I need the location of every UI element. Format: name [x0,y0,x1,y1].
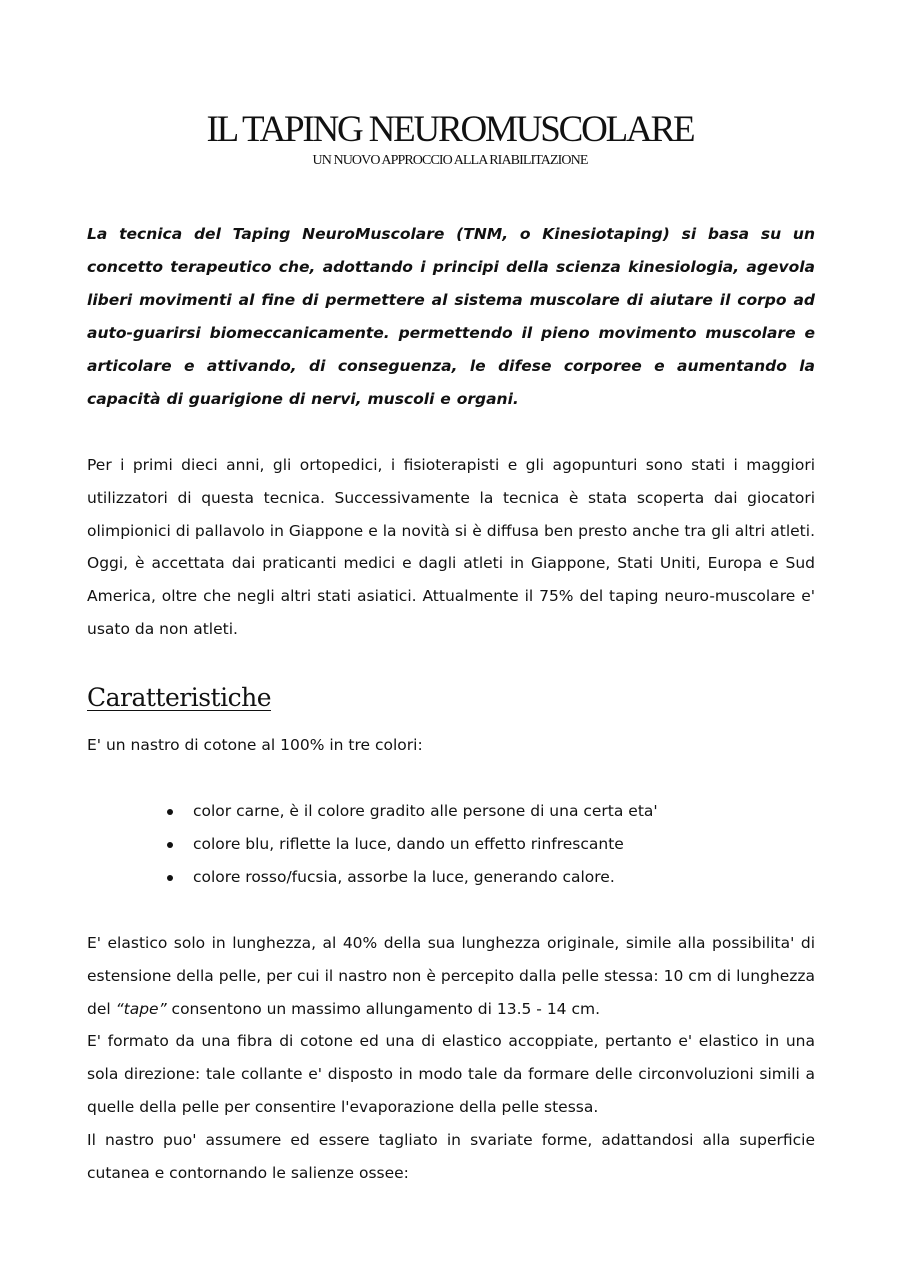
elastic-paragraph [87,927,815,1025]
list-item-text: colore rosso/fucsia, assorbe la luce, generando calore. [193,868,615,886]
bullet-icon [167,809,173,815]
intro-paragraph: La tecnica del Taping NeuroMuscolare (TNM, o Kinesiotaping) si basa su un concetto terapeutico che, adottando i principi della scienza kinesiologia, agevola liberi movimenti al fine di permettere al sistema muscolare di aiutare il corpo ad auto-guarirsi biomeccanicamente. permettendo il pieno movimento muscolare e articolare e attivando, di conseguenza, le difese corporee e aumentando la capacità di guarigione di nervi, muscoli e organi. [87,225,815,408]
elastic-text-part2: consentono un massimo allungamento di 13.5 - 14 cm. [166,999,601,1018]
tape-word: “tape” [115,999,167,1018]
history-paragraph: Per i primi dieci anni, gli ortopedici, i fisioterapisti e gli agopunturi sono stati i maggiori utilizzatori di questa tecnica. Successivamente la tecnica è stata scoperta dai giocatori olimpionici di pallavolo in Giappone e la novità si è diffusa ben presto anche tra gli altri atleti. Oggi, è accettata dai praticanti medici e dagli atleti in Giappone, Stati Uniti, Europa e Sud America, oltre che negli altri stati asiatici. Attualmente il 75% del taping neuro-muscolare e' usato da non atleti. [87,456,815,638]
colors-intro-paragraph: E' un nastro di cotone al 100% in tre colori: [87,736,423,754]
section-heading-caratteristiche: Caratteristiche [87,683,271,712]
document-title: IL TAPING NEUROMUSCOLARE [206,109,694,150]
fiber-paragraph: E' formato da una fibra di cotone ed una di elastico accoppiate, pertanto e' elastico in una sola direzione: tale collante e' disposto in modo tale da formare delle circonvoluzioni simili a quelle della pelle per consentire l'evaporazione della pelle stessa. [87,1032,815,1116]
bullet-icon [167,875,173,881]
list-item-text: color carne, è il colore gradito alle persone di una certa eta' [193,802,658,820]
color-list [167,795,817,894]
list-item [167,861,817,894]
list-item [167,828,817,861]
shape-paragraph: Il nastro puo' assumere ed essere tagliato in svariate forme, adattandosi alla superficie cutanea e contornando le salienze ossee: [87,1131,815,1182]
list-item-text: colore blu, riflette la luce, dando un effetto rinfrescante [193,835,624,853]
elastic-text-part1: E' elastico solo in lunghezza, al 40% della sua lunghezza originale, simile alla possibilita' di estensione della pelle, per cui il nastro non è percepito dalla pelle stessa: 10 cm di lunghezza del [87,934,815,1018]
document-subtitle: UN NUOVO APPROCCIO ALLA RIABILITAZIONE [312,153,588,168]
list-item [167,795,817,828]
bullet-icon [167,842,173,848]
